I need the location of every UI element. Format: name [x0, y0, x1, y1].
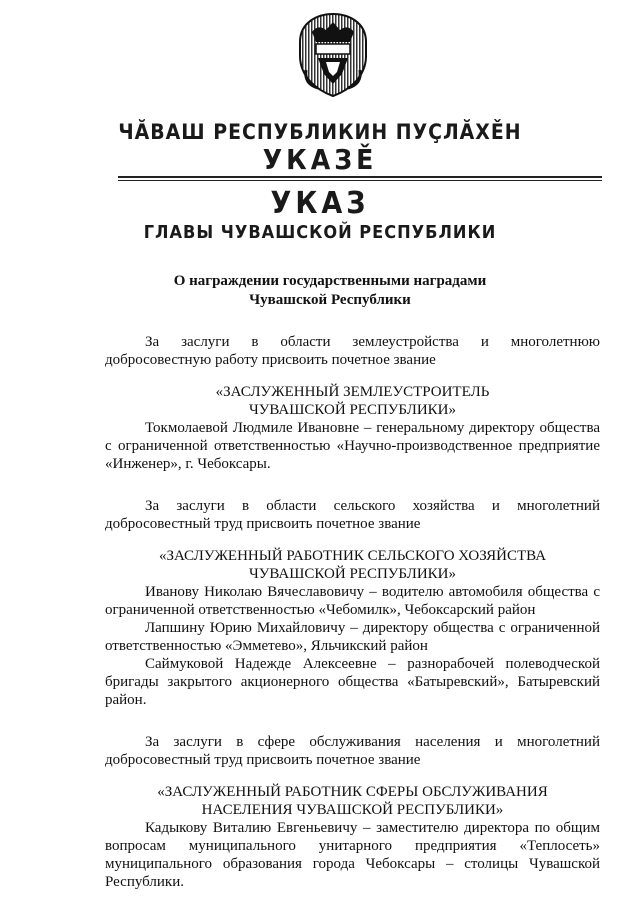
awardee-entry: Саймуковой Надежде Алексеевне – разнорабочей полеводческой бригады закрытого акционерного общества «Батыревский», Батыревский район. [105, 656, 600, 708]
honorary-title-line2: ЧУВАШСКОЙ РЕСПУБЛИКИ» [249, 402, 456, 418]
section-intro: За заслуги в сфере обслуживания населения и многолетний добросовестный труд присвоить почетное звание [105, 734, 600, 768]
section-intro: За заслуги в области сельского хозяйства и многолетний добросовестный труд присвоить почетное звание [105, 498, 600, 532]
awardee-entry: Лапшину Юрию Михайловичу – директору общества с ограниченной ответственностью «Эмметево», Яльчикский район [105, 620, 600, 654]
header-divider-thin [118, 180, 602, 181]
honorary-title-line1: «ЗАСЛУЖЕННЫЙ ЗЕМЛЕУСТРОИТЕЛЬ [215, 384, 490, 400]
honorary-title-line1: «ЗАСЛУЖЕННЫЙ РАБОТНИК СЕЛЬСКОГО ХОЗЯЙСТВА [158, 548, 547, 564]
coat-of-arms-emblem [296, 12, 370, 98]
honorary-title-line2: НАСЕЛЕНИЯ ЧУВАШСКОЙ РЕСПУБЛИКИ» [201, 802, 504, 818]
document-title-line2: Чувашской Республики [249, 292, 411, 308]
section-intro: За заслуги в области землеустройства и многолетнюю добросовестную работу присвоить почетное звание [105, 334, 600, 368]
honorary-title [105, 547, 600, 583]
russian-header-ukaz: УКАЗ [270, 186, 370, 221]
document-title [100, 272, 560, 310]
chuvash-header-title: ЧĂВАШ РЕСПУБЛИКИН ПУÇЛĂХĚН [118, 120, 522, 144]
header-divider [118, 176, 602, 178]
chuvash-header-ukaze: УКАЗĚ [262, 143, 378, 176]
document-body [105, 333, 600, 891]
document-title-line1: О награждении государственными наградами [173, 273, 487, 289]
honorary-title [105, 383, 600, 419]
awardee-entry: Токмолаевой Людмиле Ивановне – генеральному директору общества с ограниченной ответственностью «Научно-производственное предприятие «Инженер», г. Чебоксары. [105, 420, 600, 472]
honorary-title-line2: ЧУВАШСКОЙ РЕСПУБЛИКИ» [249, 566, 456, 582]
russian-header-subtitle: ГЛАВЫ ЧУВАШСКОЙ РЕСПУБЛИКИ [143, 222, 497, 243]
awardee-entry: Кадыкову Виталию Евгеньевичу – заместителю директора по общим вопросам муниципального унитарного предприятия «Теплосеть» муниципального образования города Чебоксары – столицы Чувашской Республики. [105, 820, 600, 890]
honorary-title [105, 783, 600, 819]
honorary-title-line1: «ЗАСЛУЖЕННЫЙ РАБОТНИК СФЕРЫ ОБСЛУЖИВАНИЯ [157, 784, 548, 800]
awardee-entry: Иванову Николаю Вячеславовичу – водителю автомобиля общества с ограниченной ответственностью «Чебомилк», Чебоксарский район [105, 584, 600, 618]
